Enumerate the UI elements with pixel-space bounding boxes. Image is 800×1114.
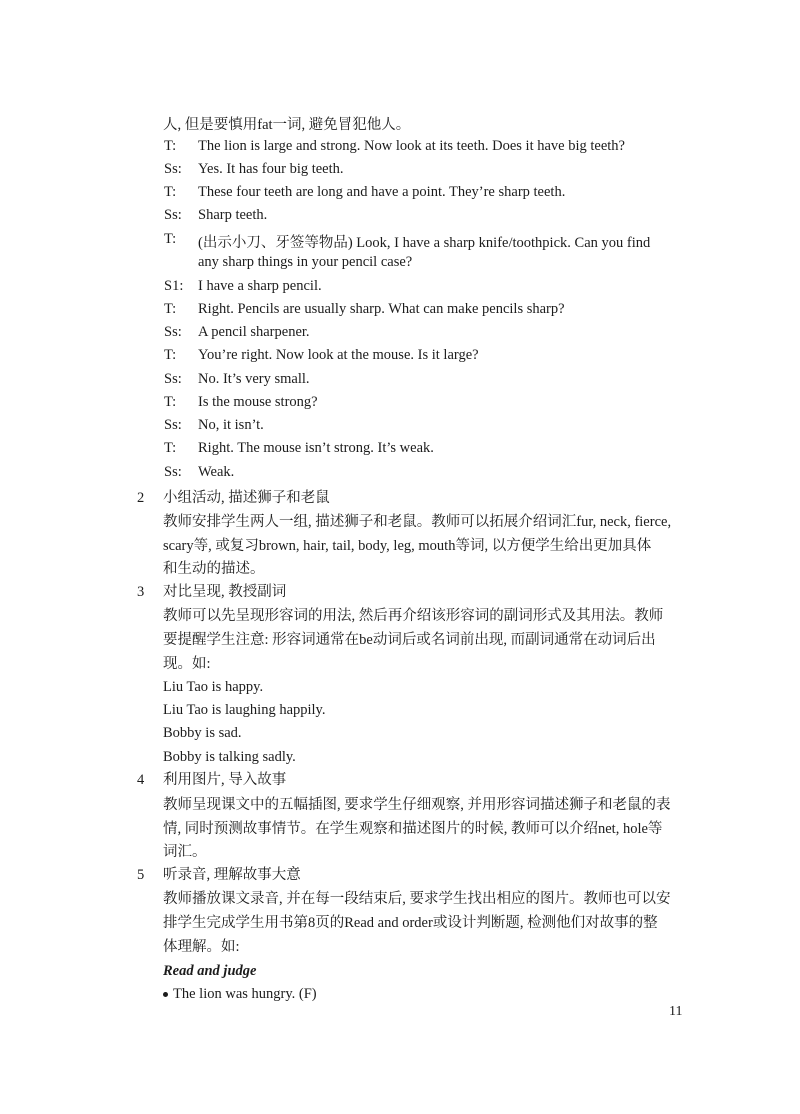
paragraph-line: scary等, 或复习brown, hair, tail, body, leg, mouth等词, 以方便学生给出更加具体 bbox=[163, 538, 652, 554]
utterance: any sharp things in your pencil case? bbox=[198, 254, 413, 270]
utterance: These four teeth are long and have a point. They’re sharp teeth. bbox=[198, 184, 566, 200]
utterance: A pencil sharpener. bbox=[198, 324, 310, 340]
paragraph-line: 教师呈现课文中的五幅插图, 要求学生仔细观察, 并用形容词描述狮子和老鼠的表 bbox=[163, 797, 671, 813]
utterance: I have a sharp pencil. bbox=[198, 278, 322, 294]
utterance: (出示小刀、牙签等物品) Look, I have a sharp knife/toothpick. Can you find bbox=[198, 235, 651, 251]
utterance: Is the mouse strong? bbox=[198, 394, 318, 410]
activity-title: Read and judge bbox=[163, 963, 257, 979]
intro-line: 人, 但是要慎用fat一词, 避免冒犯他人。 bbox=[163, 117, 411, 133]
paragraph-line: 教师可以先呈现形容词的用法, 然后再介绍该形容词的副词形式及其用法。教师 bbox=[163, 608, 664, 624]
paragraph-line: 排学生完成学生用书第8页的Read and order或设计判断题, 检测他们对故事的整 bbox=[163, 915, 658, 931]
speaker-label: T: bbox=[164, 347, 177, 363]
utterance: No, it isn’t. bbox=[198, 417, 264, 433]
page-number: 11 bbox=[669, 1004, 683, 1019]
paragraph-line: 和生动的描述。 bbox=[163, 561, 265, 577]
speaker-label: S1: bbox=[164, 278, 184, 294]
speaker-label: T: bbox=[164, 394, 177, 410]
utterance: Weak. bbox=[198, 464, 235, 480]
paragraph-line: 教师播放课文录音, 并在每一段结束后, 要求学生找出相应的图片。教师也可以安 bbox=[163, 891, 671, 907]
speaker-label: Ss: bbox=[164, 324, 182, 340]
utterance: You’re right. Now look at the mouse. Is it large? bbox=[198, 347, 479, 363]
bullet-text: The lion was hungry. (F) bbox=[173, 986, 317, 1002]
utterance: The lion is large and strong. Now look at its teeth. Does it have big teeth? bbox=[198, 138, 625, 154]
paragraph-line: 体理解。如: bbox=[163, 939, 240, 955]
speaker-label: T: bbox=[164, 440, 177, 456]
utterance: Yes. It has four big teeth. bbox=[198, 161, 344, 177]
speaker-label: T: bbox=[164, 231, 177, 247]
example-sentence: Liu Tao is laughing happily. bbox=[163, 702, 326, 718]
speaker-label: Ss: bbox=[164, 207, 182, 223]
speaker-label: T: bbox=[164, 184, 177, 200]
speaker-label: T: bbox=[164, 301, 177, 317]
section-number: 4 bbox=[137, 772, 145, 788]
speaker-label: Ss: bbox=[164, 417, 182, 433]
example-sentence: Bobby is sad. bbox=[163, 725, 242, 741]
section-heading: 听录音, 理解故事大意 bbox=[163, 867, 301, 883]
speaker-label: T: bbox=[164, 138, 177, 154]
paragraph-line: 要提醒学生注意: 形容词通常在be动词后或名词前出现, 而副词通常在动词后出 bbox=[163, 632, 656, 648]
section-number: 3 bbox=[137, 584, 145, 600]
bullet-icon bbox=[163, 992, 168, 997]
paragraph-line: 词汇。 bbox=[163, 844, 207, 860]
bullet-item bbox=[163, 984, 317, 1004]
paragraph-line: 现。如: bbox=[163, 656, 211, 672]
utterance: Right. Pencils are usually sharp. What can make pencils sharp? bbox=[198, 301, 565, 317]
section-heading: 小组活动, 描述狮子和老鼠 bbox=[163, 490, 330, 506]
utterance: No. It’s very small. bbox=[198, 371, 310, 387]
speaker-label: Ss: bbox=[164, 371, 182, 387]
example-sentence: Bobby is talking sadly. bbox=[163, 749, 296, 765]
section-heading: 对比呈现, 教授副词 bbox=[163, 584, 287, 600]
speaker-label: Ss: bbox=[164, 161, 182, 177]
section-heading: 利用图片, 导入故事 bbox=[163, 772, 287, 788]
example-sentence: Liu Tao is happy. bbox=[163, 679, 264, 695]
utterance: Sharp teeth. bbox=[198, 207, 268, 223]
utterance: Right. The mouse isn’t strong. It’s weak. bbox=[198, 440, 434, 456]
paragraph-line: 教师安排学生两人一组, 描述狮子和老鼠。教师可以拓展介绍词汇fur, neck, fierce, bbox=[163, 514, 672, 530]
speaker-label: Ss: bbox=[164, 464, 182, 480]
section-number: 2 bbox=[137, 490, 145, 506]
section-number: 5 bbox=[137, 867, 145, 883]
paragraph-line: 情, 同时预测故事情节。在学生观察和描述图片的时候, 教师可以介绍net, hole等 bbox=[163, 821, 663, 837]
